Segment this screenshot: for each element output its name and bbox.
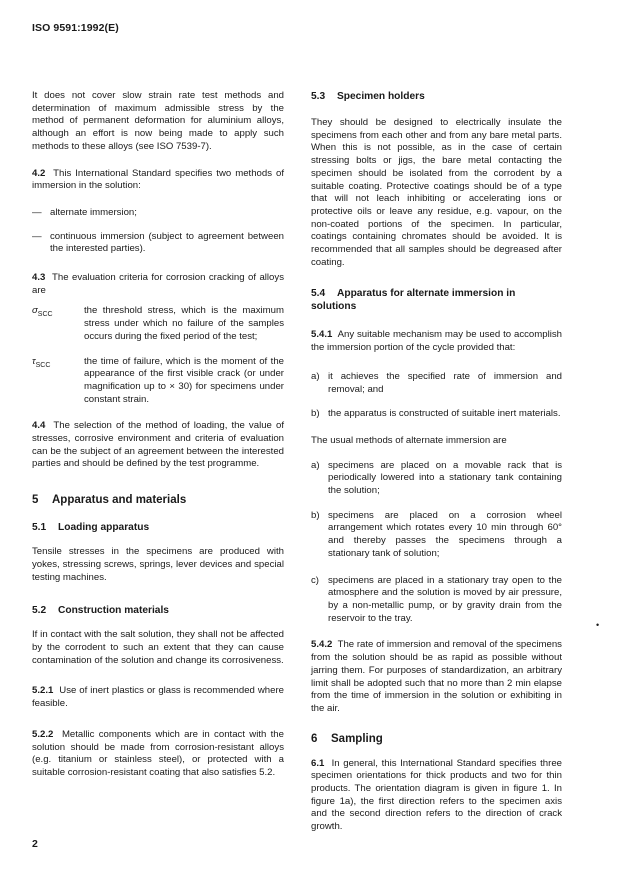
clause-text: The selection of the method of loading, the value of stresses, corrosive environment and criteria of evaluation can be the subject of an agreement between the interested parties and should be defined by the test programme.	[32, 420, 284, 470]
list-marker: a)	[311, 370, 320, 382]
right-column	[311, 90, 562, 848]
clause-number: 5.2.2	[32, 728, 54, 740]
list-item	[311, 371, 562, 396]
paragraph-5-3: They should be designed to electrically insulate the specimens from each other and from any bare metal parts. When this is not possible, as in the case of certain stressing bolts or jigs, the bare metal contacting the specimen should be isolated from the corrodent by a suitable coating. Protective coatings should be of a type that will not leach inhibiting or accelerating ions or protective oils or leave any residue, e.g. vapour, on the non-coated portions of the specimen. In particular, coatings containing chromates should be avoided. It is recommended that all samples should be degreased after coating.	[311, 117, 562, 268]
clause-number: 6.1	[311, 757, 325, 769]
list-marker: a)	[311, 459, 320, 471]
paragraph-5-1: Tensile stresses in the specimens are produced with yokes, stressing screws, springs, lever devices and special testing machines.	[32, 546, 284, 583]
clause-number: 5.4.2	[311, 639, 333, 651]
intro-paragraph: It does not cover slow strain rate test methods and determination of maximum admissible stress by the method of permanent deformation for aluminium alloys, although an effort is now being made to apply such methods to these alloys (see ISO 7539-7).	[32, 90, 284, 152]
document-header: ISO 9591:1992(E)	[32, 22, 119, 34]
list-item	[311, 408, 562, 421]
list-marker: b)	[311, 509, 320, 521]
symbol: $\tau_{SCC}$	[32, 355, 51, 369]
dash-marker: —	[32, 230, 42, 242]
clause-number: 4.2	[32, 167, 46, 179]
clause-number: 4.4	[32, 420, 46, 432]
clause-text: Metallic components which are in contact with the solution should be made from corrosion-resistant alloys (e.g. titanium or stainless steel), or protected with a suitable corrosion-resistant coating that also satisfies 5.2.	[32, 728, 284, 778]
list-item	[311, 575, 562, 626]
clause-5-2-1	[32, 685, 284, 710]
page-number: 2	[32, 838, 38, 850]
list-item-text: specimens are placed in a stationary tray open to the atmosphere and the solution is moved by air pressure, by a non-metallic pump, or by gravity drain from the reservoir to the tray.	[328, 574, 562, 624]
clause-text: The rate of immersion and removal of the specimens from the solution should be as rapid as possible without jarring them. For purposes of standardization, an arbitrary limit shall be adopted such that no more than 2 min elapse from the time of immersion in the solution or exhibiting in the air.	[311, 639, 562, 714]
section-heading-5-3: 5.3 Specimen holders	[311, 91, 425, 102]
section-heading-6: 6 Sampling	[311, 732, 383, 745]
clause-4-4	[32, 420, 284, 471]
definition-text: the threshold stress, which is the maximum stress under which no failure of the samples occurs during the fixed period of the test;	[84, 305, 284, 342]
list-item	[32, 231, 284, 256]
clause-6-1	[311, 758, 562, 834]
list-item-text: alternate immersion;	[50, 206, 137, 218]
clause-text: This International Standard specifies two methods of immersion in the solution:	[32, 167, 284, 192]
section-heading-5-1: 5.1 Loading apparatus	[32, 522, 150, 534]
clause-4-2	[32, 168, 284, 193]
definition-text: the time of failure, which is the moment of the appearance of the first visible crack (or under magnification up to × 30) for specimens under constant strain.	[84, 355, 284, 405]
left-column	[32, 90, 284, 794]
clause-number: 4.3	[32, 272, 46, 284]
list-marker: b)	[311, 408, 320, 420]
clause-4-3	[32, 272, 284, 297]
list-item	[311, 460, 562, 498]
list-item-text: continuous immersion (subject to agreement between the interested parties).	[50, 230, 284, 255]
paragraph-5-2: If in contact with the salt solution, they shall not be affected by the corrodent to such an extent that they can cause contamination of the solution and change its corrosiveness.	[32, 629, 284, 666]
section-heading-5-2: 5.2 Construction materials	[32, 605, 169, 617]
margin-mark: •	[596, 620, 600, 630]
clause-number: 5.2.1	[32, 685, 54, 697]
list-marker: c)	[311, 574, 319, 586]
clause-text: In general, this International Standard specifies three specimen orientations for thick products and two for thin products. The orientation diagram is given in figure 1. In figure 1a), the first direction refers to the specimen axis and the second direction refers to the direction of crack growth.	[311, 757, 562, 833]
list-item	[311, 510, 562, 561]
list-item-text: the apparatus is constructed of suitable inert materials.	[328, 408, 561, 420]
clause-5-4-2	[311, 639, 562, 715]
clause-text: Any suitable mechanism may be used to accomplish the immersion portion of the cycle provided that:	[311, 329, 562, 354]
list-item-text: it achieves the specified rate of immersion and removal; and	[328, 370, 562, 395]
list-item-text: specimens are placed on a movable rack that is periodically lowered into a stationary tank containing the solution;	[328, 459, 562, 497]
clause-text: The evaluation criteria for corrosion cracking of alloys are	[32, 272, 284, 296]
clause-5-4-1	[311, 329, 562, 354]
definition-sigma-scc	[32, 305, 284, 343]
clause-text: Use of inert plastics or glass is recommended where feasible.	[32, 685, 284, 710]
list-item	[32, 207, 284, 220]
clause-number: 5.4.1	[311, 329, 333, 341]
clause-5-2-2	[32, 729, 284, 780]
paragraph-methods: The usual methods of alternate immersion are	[311, 434, 507, 446]
section-heading-5-4: 5.4 Apparatus for alternate immersion in solutions	[311, 288, 516, 313]
symbol: $\sigma_{SCC}$	[32, 305, 53, 319]
definition-tau-scc	[32, 356, 284, 407]
section-heading-5: 5 Apparatus and materials	[32, 494, 187, 507]
list-item-text: specimens are placed on a corrosion wheel arrangement which rotates every 10 min through 60° and thereby passes the specimens through a stationary tank of solution;	[328, 509, 562, 559]
dash-marker: —	[32, 206, 42, 218]
